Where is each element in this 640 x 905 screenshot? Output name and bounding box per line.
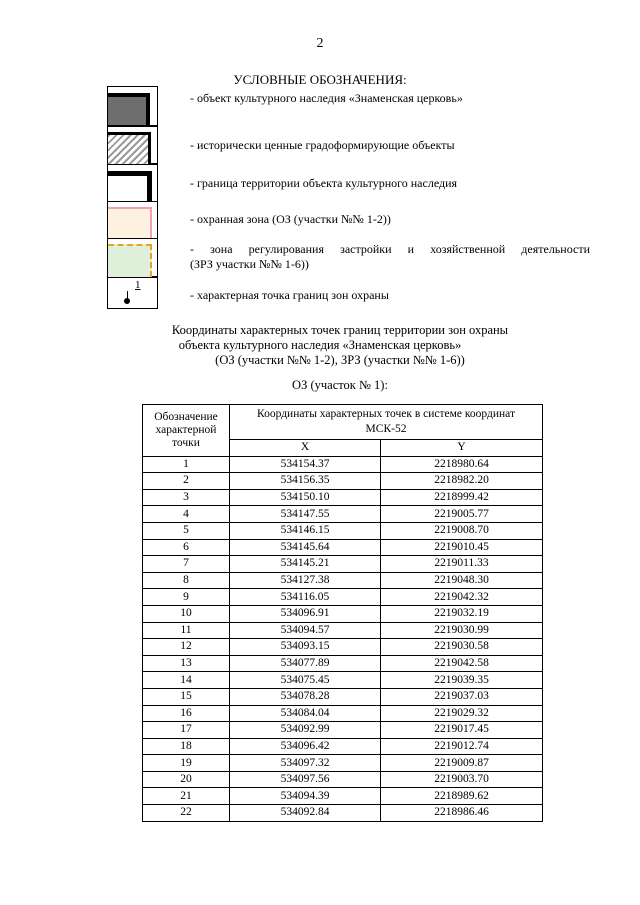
y-coordinate-cell: 2218999.42 <box>381 489 543 506</box>
y-coordinate-cell: 2219032.19 <box>381 605 543 622</box>
x-coordinate-cell: 534077.89 <box>230 655 381 672</box>
historic-objects-symbol <box>107 126 158 164</box>
x-coordinate-cell: 534092.84 <box>230 805 381 822</box>
point-dot-icon <box>124 298 130 304</box>
point-number-cell: 18 <box>143 738 230 755</box>
table-row <box>143 722 543 739</box>
point-number-cell: 2 <box>143 473 230 490</box>
x-coordinate-cell: 534116.05 <box>230 589 381 606</box>
legend-item-regulation-zone-line2: (ЗРЗ участки №№ 1-6)) <box>190 257 309 271</box>
y-coordinate-cell: 2219030.99 <box>381 622 543 639</box>
y-coordinate-cell: 2219030.58 <box>381 639 543 656</box>
historic-objects-hatch <box>108 132 151 164</box>
table-header-row <box>143 405 543 440</box>
table-row <box>143 755 543 772</box>
table-row <box>143 705 543 722</box>
y-column-header: Y <box>381 440 543 457</box>
heading-line3: (ОЗ (участки №№ 1-2), ЗРЗ (участки №№ 1-6)) <box>215 353 465 367</box>
point-number-cell: 17 <box>143 722 230 739</box>
x-coordinate-cell: 534146.15 <box>230 522 381 539</box>
point-number-cell: 12 <box>143 639 230 656</box>
legend-item-characteristic-point: - характерная точка границ зон охраны <box>190 288 389 302</box>
x-coordinate-cell: 534147.55 <box>230 506 381 523</box>
x-coordinate-cell: 534094.57 <box>230 622 381 639</box>
point-number-cell: 6 <box>143 539 230 556</box>
point-number-cell: 13 <box>143 655 230 672</box>
table-row <box>143 688 543 705</box>
x-coordinate-cell: 534092.99 <box>230 722 381 739</box>
coordinates-system-header: Координаты характерных точек в системе координат МСК-52 <box>230 405 543 440</box>
y-coordinate-cell: 2219003.70 <box>381 771 543 788</box>
y-coordinate-cell: 2218989.62 <box>381 788 543 805</box>
point-number-cell: 4 <box>143 506 230 523</box>
x-coordinate-cell: 534078.28 <box>230 688 381 705</box>
protection-zone-symbol <box>107 201 158 239</box>
table-row <box>143 539 543 556</box>
x-coordinate-cell: 534145.21 <box>230 556 381 573</box>
territory-boundary-symbol <box>107 164 158 202</box>
point-number-cell: 7 <box>143 556 230 573</box>
x-coordinate-cell: 534154.37 <box>230 456 381 473</box>
y-coordinate-cell: 2219009.87 <box>381 755 543 772</box>
point-number-cell: 15 <box>143 688 230 705</box>
x-coordinate-cell: 534094.39 <box>230 788 381 805</box>
characteristic-point-symbol <box>107 277 158 309</box>
coordinates-table <box>142 404 543 822</box>
table-row <box>143 639 543 656</box>
y-coordinate-cell: 2219029.32 <box>381 705 543 722</box>
x-coordinate-cell: 534096.42 <box>230 738 381 755</box>
y-coordinate-cell: 2219042.32 <box>381 589 543 606</box>
table-row <box>143 805 543 822</box>
heritage-object-symbol <box>107 86 158 126</box>
legend-item-historic-objects: - исторически ценные градоформирующие объекты <box>190 138 455 152</box>
table-row <box>143 738 543 755</box>
point-number-cell: 19 <box>143 755 230 772</box>
point-number-cell: 21 <box>143 788 230 805</box>
x-coordinate-cell: 534097.56 <box>230 771 381 788</box>
table-row <box>143 456 543 473</box>
table-row <box>143 655 543 672</box>
y-coordinate-cell: 2218980.64 <box>381 456 543 473</box>
table-row <box>143 605 543 622</box>
y-coordinate-cell: 2219005.77 <box>381 506 543 523</box>
point-number-cell: 5 <box>143 522 230 539</box>
y-coordinate-cell: 2219017.45 <box>381 722 543 739</box>
y-coordinate-cell: 2218986.46 <box>381 805 543 822</box>
protection-zone-fill <box>108 207 152 239</box>
table-row <box>143 622 543 639</box>
heritage-object-fill <box>108 93 150 125</box>
legend-item-regulation-zone-line1: - зона регулирования застройки и хозяйственной деятельности <box>190 242 590 256</box>
table-row <box>143 556 543 573</box>
table-row <box>143 506 543 523</box>
x-coordinate-cell: 534096.91 <box>230 605 381 622</box>
point-number-cell: 9 <box>143 589 230 606</box>
y-coordinate-cell: 2219048.30 <box>381 572 543 589</box>
table-subtitle: ОЗ (участок № 1): <box>292 378 388 392</box>
point-number-cell: 10 <box>143 605 230 622</box>
x-coordinate-cell: 534097.32 <box>230 755 381 772</box>
y-coordinate-cell: 2219008.70 <box>381 522 543 539</box>
point-number-cell: 16 <box>143 705 230 722</box>
legend-title: УСЛОВНЫЕ ОБОЗНАЧЕНИЯ: <box>233 72 407 87</box>
regulation-zone-fill <box>108 244 152 277</box>
y-coordinate-cell: 2219010.45 <box>381 539 543 556</box>
table-row <box>143 473 543 490</box>
y-coordinate-cell: 2219011.33 <box>381 556 543 573</box>
x-coordinate-cell: 534084.04 <box>230 705 381 722</box>
point-number-cell: 3 <box>143 489 230 506</box>
legend-item-territory-boundary: - граница территории объекта культурного наследия <box>190 176 458 190</box>
legend-item-heritage-object: - объект культурного наследия «Знаменская церковь» <box>190 91 463 105</box>
x-coordinate-cell: 534075.45 <box>230 672 381 689</box>
point-number-cell: 1 <box>143 456 230 473</box>
point-number-cell: 20 <box>143 771 230 788</box>
y-coordinate-cell: 2219039.35 <box>381 672 543 689</box>
x-coordinate-cell: 534145.64 <box>230 539 381 556</box>
regulation-zone-symbol <box>107 238 158 277</box>
table-row <box>143 771 543 788</box>
x-coordinate-cell: 534150.10 <box>230 489 381 506</box>
point-number-cell: 8 <box>143 572 230 589</box>
page-number: 2 <box>316 36 324 51</box>
point-number-cell: 11 <box>143 622 230 639</box>
table-row <box>143 522 543 539</box>
y-coordinate-cell: 2218982.20 <box>381 473 543 490</box>
point-designation-header: Обозначение характерной точки <box>143 405 230 457</box>
y-coordinate-cell: 2219042.58 <box>381 655 543 672</box>
table-row <box>143 572 543 589</box>
heading-line1: Координаты характерных точек границ территории зон охраны <box>171 323 509 337</box>
table-row <box>143 489 543 506</box>
x-coordinate-cell: 534093.15 <box>230 639 381 656</box>
point-number-cell: 22 <box>143 805 230 822</box>
y-coordinate-cell: 2219012.74 <box>381 738 543 755</box>
table-row <box>143 672 543 689</box>
table-row <box>143 788 543 805</box>
territory-boundary-line <box>108 171 152 202</box>
x-coordinate-cell: 534127.38 <box>230 572 381 589</box>
point-number-label: 1 <box>135 279 141 291</box>
x-coordinate-cell: 534156.35 <box>230 473 381 490</box>
x-column-header: X <box>230 440 381 457</box>
legend-item-protection-zone: - охранная зона (ОЗ (участки №№ 1-2)) <box>190 212 391 226</box>
table-row <box>143 589 543 606</box>
heading-line2: объекта культурного наследия «Знаменская церковь» <box>178 338 462 352</box>
y-coordinate-cell: 2219037.03 <box>381 688 543 705</box>
point-number-cell: 14 <box>143 672 230 689</box>
